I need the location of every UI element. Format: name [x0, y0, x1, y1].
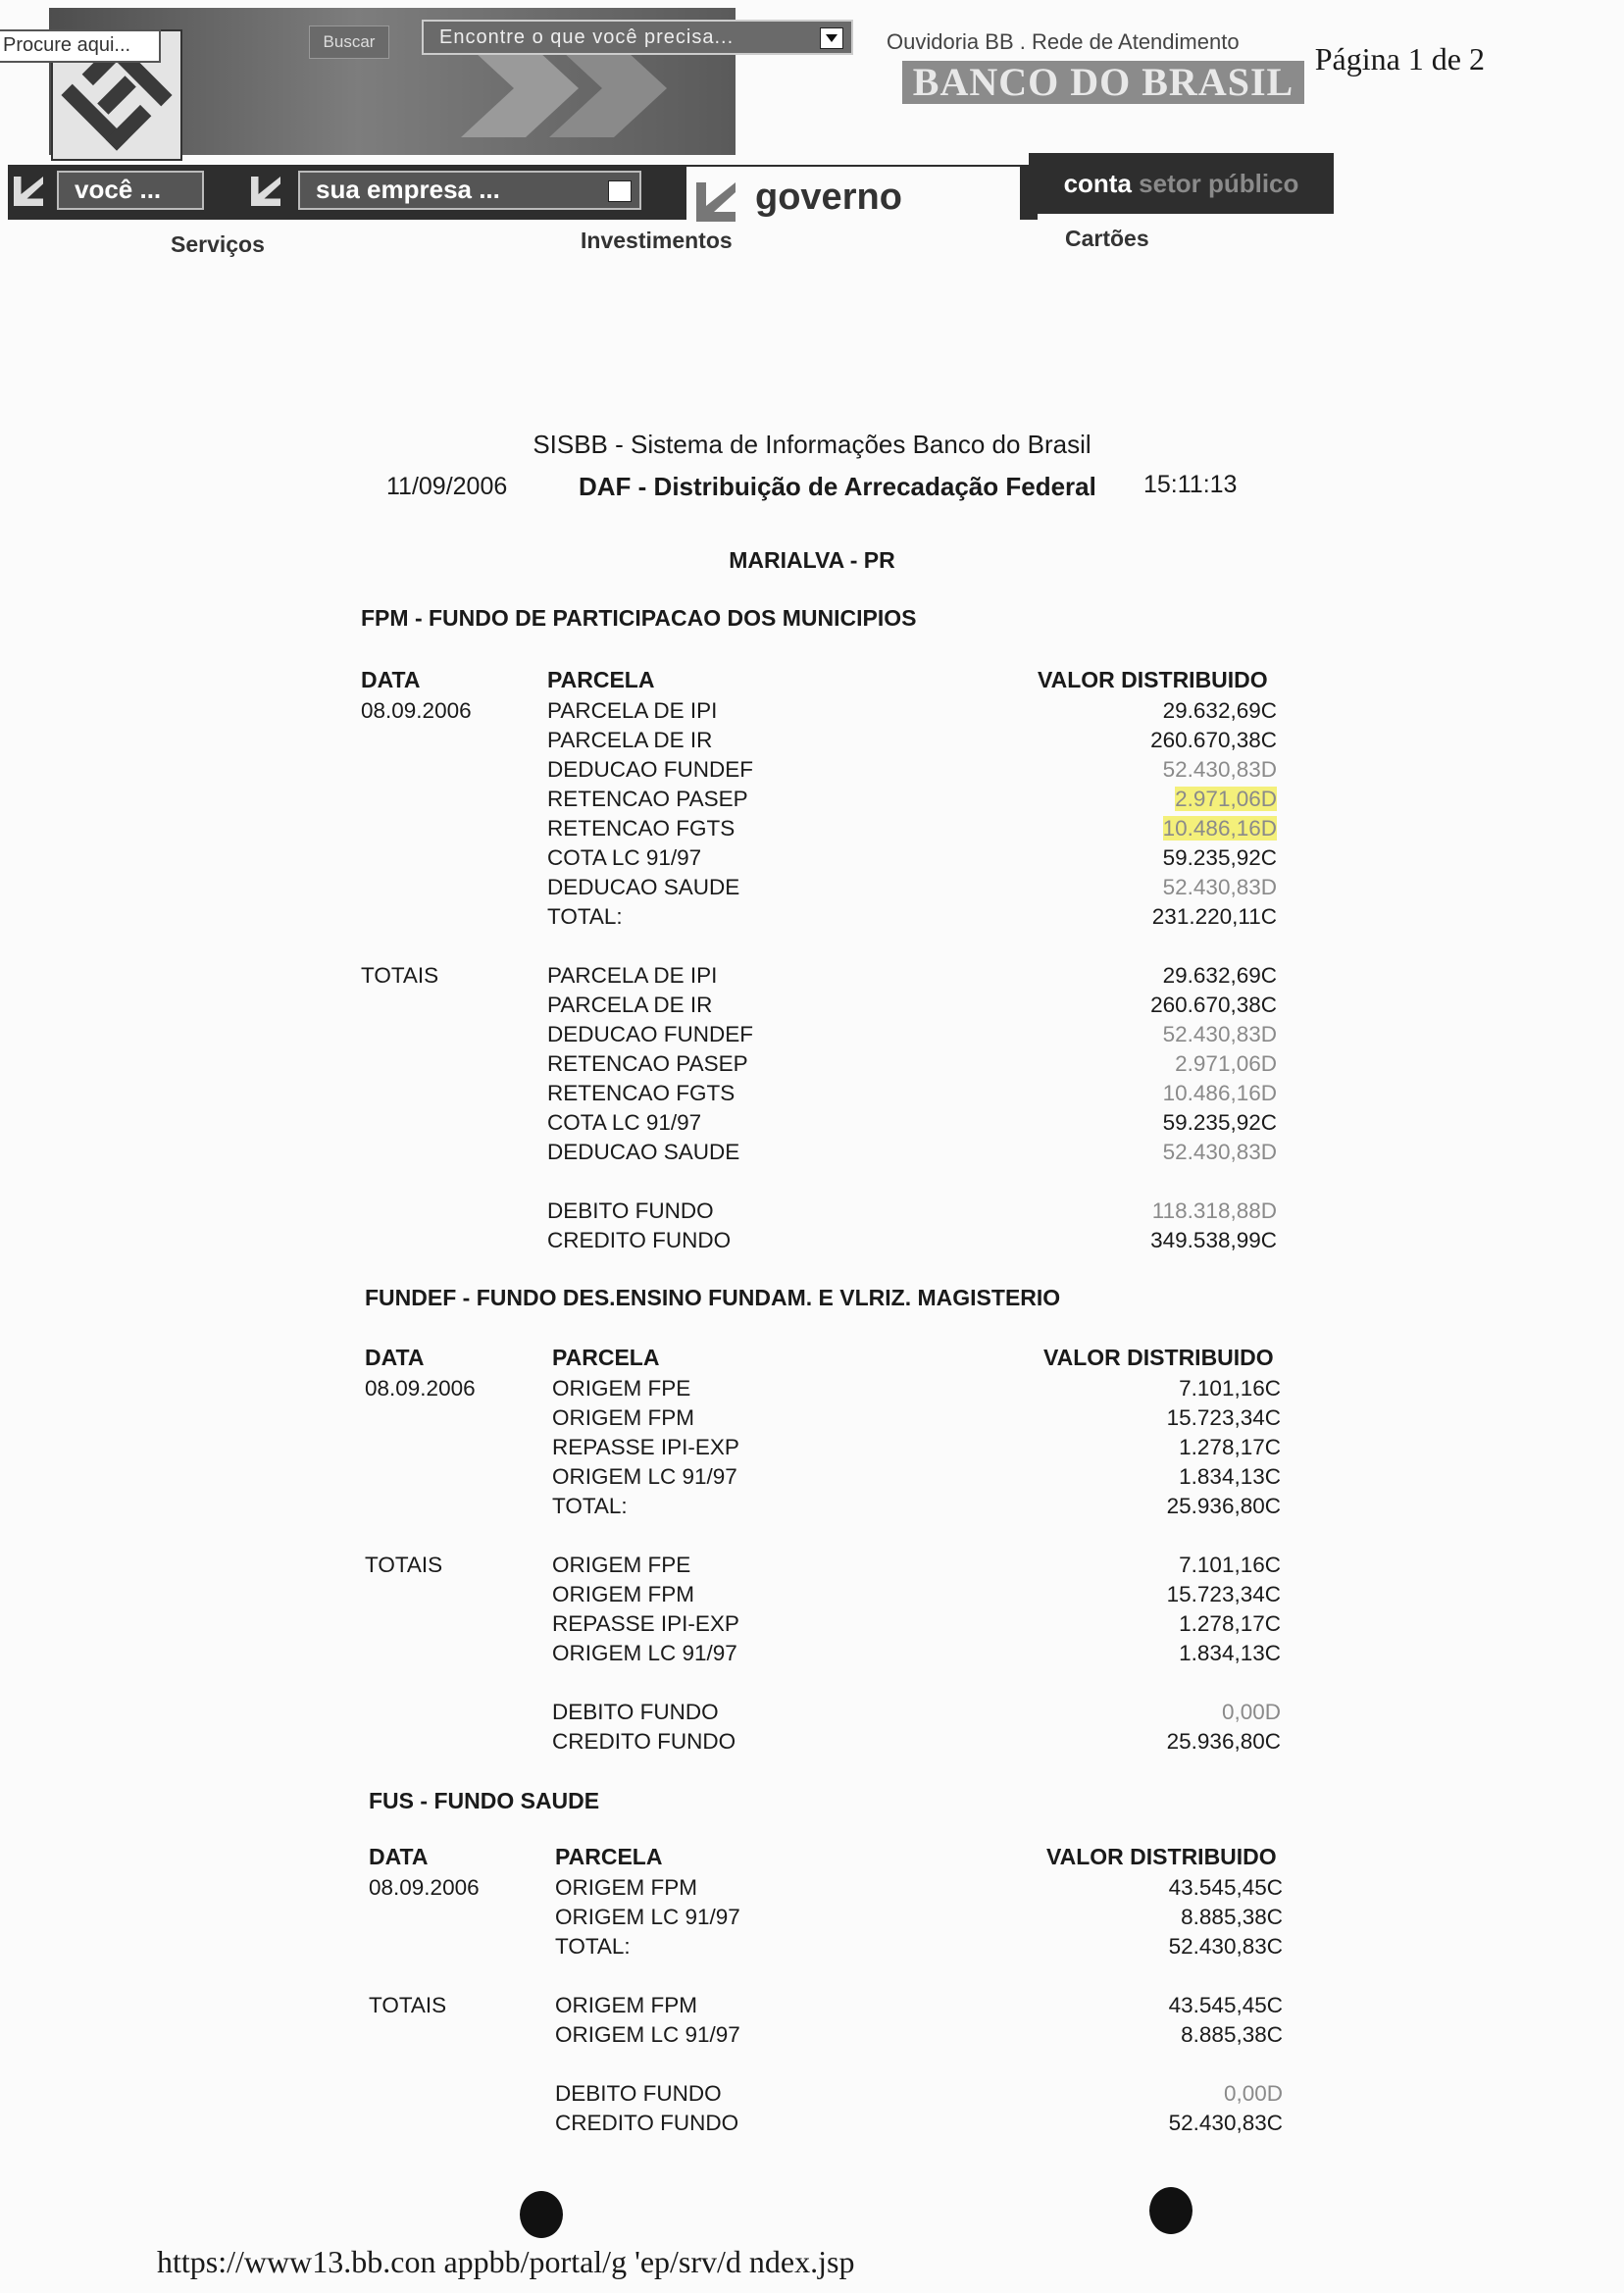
footer-url: https://www13.bb.con appbb/portal/g 'ep/srv/d ndex.jsp	[157, 2244, 855, 2279]
parcela-cell: RETENCAO FGTS	[547, 816, 736, 841]
parcela-cell: DEDUCAO FUNDEF	[547, 1022, 754, 1046]
row-date: 08.09.2006	[369, 1875, 480, 1900]
punch-hole	[1149, 2187, 1193, 2234]
arrow-icon	[14, 177, 43, 206]
nav-governo-button[interactable]	[686, 167, 1020, 229]
parcela-cell: ORIGEM FPE	[552, 1376, 691, 1401]
totais-label: TOTAIS	[361, 963, 439, 988]
valor-cell: 52.430,83D	[1162, 757, 1277, 782]
parcela-cell: TOTAL:	[547, 904, 623, 929]
column-header-parcela: PARCELA	[555, 1844, 663, 1869]
municipio-title: MARIALVA - PR	[729, 547, 895, 573]
search-input[interactable]	[422, 20, 853, 55]
cartoes-link[interactable]: Cartões	[1065, 226, 1149, 251]
credito-fundo-label: CREDITO FUNDO	[552, 1729, 736, 1754]
search-button[interactable]: Buscar	[309, 25, 389, 59]
credito-fundo-label: CREDITO FUNDO	[555, 2111, 739, 2135]
valor-cell: 25.936,80C	[1166, 1729, 1281, 1754]
valor-cell: 10.486,16D	[1162, 1081, 1277, 1105]
search-placeholder: Encontre o que você precisa...	[439, 26, 735, 48]
chevron-down-icon[interactable]	[820, 27, 843, 49]
valor-cell: 8.885,38C	[1181, 2022, 1283, 2047]
valor-cell: 1.834,13C	[1179, 1641, 1281, 1665]
valor-cell: 231.220,11C	[1151, 904, 1277, 929]
valor-cell: 10.486,16D	[1162, 816, 1277, 841]
row-date: 08.09.2006	[365, 1376, 476, 1401]
conta-setor-publico-button[interactable]	[1029, 153, 1334, 214]
section-title: FPM - FUNDO DE PARTICIPACAO DOS MUNICIPIOS	[361, 605, 917, 631]
parcela-cell: ORIGEM FPM	[552, 1405, 694, 1430]
column-header-parcela: PARCELA	[547, 667, 655, 692]
section-title: FUS - FUNDO SAUDE	[369, 1788, 600, 1813]
valor-cell: 1.278,17C	[1179, 1435, 1281, 1459]
nav-empresa-button[interactable]	[298, 171, 641, 210]
parcela-cell: ORIGEM FPM	[555, 1993, 697, 2017]
valor-cell: 260.670,38C	[1150, 728, 1277, 752]
system-name: SISBB - Sistema de Informações Banco do Brasil	[533, 430, 1091, 459]
parcela-cell: ORIGEM LC 91/97	[552, 1464, 737, 1489]
parcela-cell: REPASSE IPI-EXP	[552, 1435, 739, 1459]
parcela-cell: COTA LC 91/97	[547, 845, 702, 870]
banco-do-brasil-logo: BANCO DO BRASIL	[902, 61, 1304, 104]
valor-cell: 43.545,45C	[1168, 1875, 1283, 1900]
setor-publico-label: setor público	[1139, 169, 1299, 198]
ouvidoria-link[interactable]: Ouvidoria BB . Rede de Atendimento	[887, 29, 1240, 54]
valor-cell: 260.670,38C	[1150, 993, 1277, 1017]
report-date: 11/09/2006	[386, 473, 508, 500]
column-header-data: DATA	[365, 1345, 425, 1370]
parcela-cell: PARCELA DE IR	[547, 993, 713, 1017]
parcela-cell: DEDUCAO SAUDE	[547, 1140, 740, 1164]
debito-fundo-label: DEBITO FUNDO	[552, 1700, 719, 1724]
conta-label: conta	[1063, 169, 1132, 198]
parcela-cell: DEDUCAO FUNDEF	[547, 757, 754, 782]
parcela-cell: RETENCAO PASEP	[547, 787, 748, 811]
report-time: 15:11:13	[1143, 471, 1238, 498]
arrow-icon	[251, 177, 280, 206]
investimentos-link[interactable]: Investimentos	[581, 228, 733, 253]
valor-cell: 2.971,06D	[1175, 787, 1277, 811]
valor-cell: 52.430,83D	[1162, 875, 1277, 899]
parcela-cell: ORIGEM FPM	[555, 1875, 697, 1900]
valor-cell: 7.101,16C	[1179, 1376, 1281, 1401]
nav-voce-button[interactable]: você ...	[57, 171, 204, 210]
totais-label: TOTAIS	[365, 1553, 443, 1577]
section-title: FUNDEF - FUNDO DES.ENSINO FUNDAM. E VLRIZ. MAGISTERIO	[365, 1285, 1061, 1310]
parcela-cell: RETENCAO FGTS	[547, 1081, 736, 1105]
column-header-valor: VALOR DISTRIBUIDO	[1038, 667, 1268, 692]
parcela-cell: PARCELA DE IPI	[547, 698, 718, 723]
search-hint-input[interactable]: Procure aqui...	[0, 29, 161, 63]
valor-cell: 52.430,83C	[1168, 1934, 1283, 1959]
totais-label: TOTAIS	[369, 1993, 447, 2017]
valor-cell: 7.101,16C	[1179, 1553, 1281, 1577]
valor-cell: 2.971,06D	[1175, 1051, 1277, 1076]
valor-cell: 1.834,13C	[1179, 1464, 1281, 1489]
valor-cell: 52.430,83C	[1168, 2111, 1283, 2135]
valor-cell: 0,00D	[1223, 2081, 1283, 2106]
print-page-number: Página 1 de 2	[1314, 41, 1485, 76]
parcela-cell: COTA LC 91/97	[547, 1110, 702, 1135]
nav-empresa-label: sua empresa ...	[316, 175, 500, 204]
parcela-cell: RETENCAO PASEP	[547, 1051, 748, 1076]
punch-hole	[520, 2191, 563, 2238]
valor-cell: 8.885,38C	[1181, 1905, 1283, 1929]
valor-cell: 43.545,45C	[1168, 1993, 1283, 2017]
valor-cell: 0,00D	[1221, 1700, 1281, 1724]
valor-cell: 25.936,80C	[1166, 1494, 1281, 1518]
valor-cell: 59.235,92C	[1162, 845, 1277, 870]
debito-fundo-label: DEBITO FUNDO	[555, 2081, 722, 2106]
valor-cell: 15.723,34C	[1166, 1582, 1281, 1606]
parcela-cell: ORIGEM LC 91/97	[555, 2022, 740, 2047]
credito-fundo-label: CREDITO FUNDO	[547, 1228, 732, 1252]
report-title: DAF - Distribuição de Arrecadação Federal	[579, 472, 1096, 501]
parcela-cell: TOTAL:	[555, 1934, 631, 1959]
bank-banner	[0, 0, 1344, 257]
column-header-data: DATA	[369, 1844, 429, 1869]
parcela-cell: PARCELA DE IR	[547, 728, 713, 752]
arrow-icon	[696, 182, 736, 222]
debito-fundo-label: DEBITO FUNDO	[547, 1198, 714, 1223]
parcela-cell: TOTAL:	[552, 1494, 628, 1518]
servicos-link[interactable]: Serviços	[171, 231, 265, 257]
column-header-valor: VALOR DISTRIBUIDO	[1046, 1844, 1277, 1869]
parcela-cell: REPASSE IPI-EXP	[552, 1611, 739, 1636]
nav-governo-label: governo	[755, 177, 902, 218]
valor-cell: 52.430,83D	[1162, 1022, 1277, 1046]
valor-cell: 29.632,69C	[1162, 698, 1277, 723]
parcela-cell: ORIGEM FPE	[552, 1553, 691, 1577]
valor-cell: 52.430,83D	[1162, 1140, 1277, 1164]
parcela-cell: DEDUCAO SAUDE	[547, 875, 740, 899]
column-header-parcela: PARCELA	[552, 1345, 660, 1370]
valor-cell: 349.538,99C	[1150, 1228, 1277, 1252]
column-header-valor: VALOR DISTRIBUIDO	[1043, 1345, 1274, 1370]
valor-cell: 29.632,69C	[1162, 963, 1277, 988]
valor-cell: 15.723,34C	[1166, 1405, 1281, 1430]
valor-cell: 118.318,88D	[1151, 1198, 1277, 1223]
parcela-cell: ORIGEM LC 91/97	[552, 1641, 737, 1665]
column-header-data: DATA	[361, 667, 421, 692]
chevron-down-icon[interactable]	[608, 180, 632, 202]
parcela-cell: ORIGEM LC 91/97	[555, 1905, 740, 1929]
valor-cell: 1.278,17C	[1179, 1611, 1281, 1636]
parcela-cell: PARCELA DE IPI	[547, 963, 718, 988]
row-date: 08.09.2006	[361, 698, 472, 723]
parcela-cell: ORIGEM FPM	[552, 1582, 694, 1606]
valor-cell: 59.235,92C	[1162, 1110, 1277, 1135]
